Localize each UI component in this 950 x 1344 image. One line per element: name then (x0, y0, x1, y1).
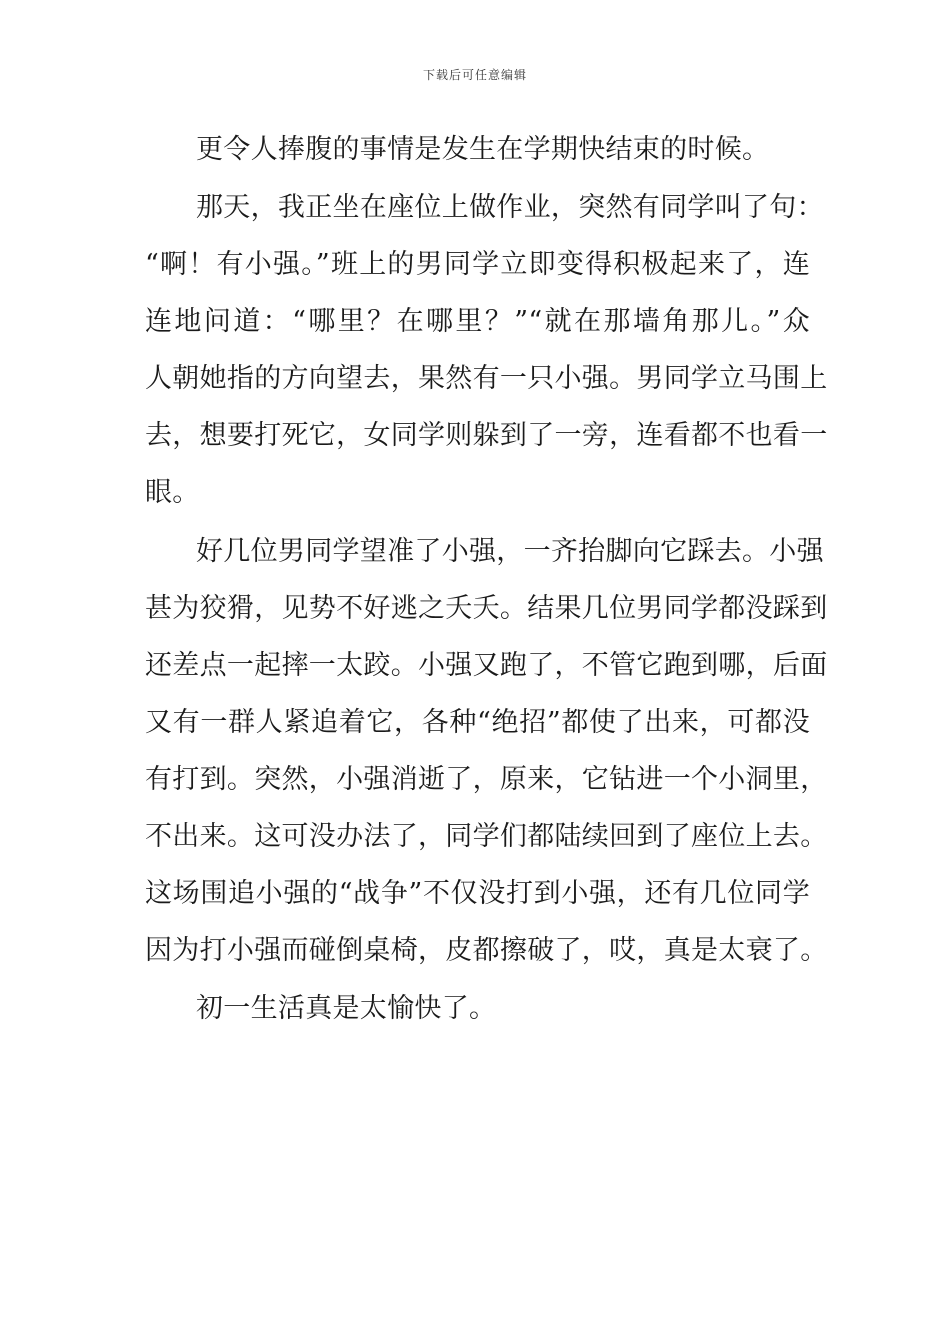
paragraph-3-line-1: 好几位男同学望准了小强，一齐抬脚向它踩去。小强 (196, 536, 824, 567)
paragraph-2-line-1: 那天，我正坐在座位上做作业，突然有同学叫了句： (196, 192, 824, 223)
paragraph-3-line-5: 有打到。突然，小强消逝了，原来，它钻进一个小洞里， (145, 764, 828, 795)
paragraph-2-line-6: 眼。 (145, 477, 200, 508)
paragraph-3-line-6: 不出来。这可没办法了，同学们都陆续回到了座位上去。 (145, 821, 828, 852)
paragraph-1-line-1: 更令人捧腹的事情是发生在学期快结束的时候。 (196, 134, 770, 165)
paragraph-3-line-2: 甚为狡猾，见势不好逃之夭夭。结果几位男同学都没踩到 (145, 593, 828, 624)
paragraph-3-line-4: 又有一群人紧追着它，各种“绝招”都使了出来，可都没 (145, 707, 810, 738)
paragraph-3-line-8: 因为打小强而碰倒桌椅，皮都擦破了，哎，真是太衰了。 (145, 935, 828, 966)
paragraph-2-line-4: 人朝她指的方向望去，果然有一只小强。男同学立马围上 (145, 363, 828, 394)
paragraph-3-line-3: 还差点一起摔一太跤。小强又跑了，不管它跑到哪，后面 (145, 650, 828, 681)
paragraph-3-line-7: 这场围追小强的“战争”不仅没打到小强，还有几位同学 (145, 878, 810, 909)
paragraph-2-line-2: “啊！有小强。”班上的男同学立即变得积极起来了，连 (145, 249, 810, 280)
page-header: 下载后可任意编辑 (422, 68, 527, 82)
paragraph-4-line-1: 初一生活真是太愉快了。 (196, 993, 497, 1024)
paragraph-2-line-3: 连地问道：“哪里？在哪里？”“就在那墙角那儿。”众 (145, 306, 810, 337)
paragraph-2-line-5: 去，想要打死它，女同学则躲到了一旁，连看都不也看一 (145, 420, 828, 451)
